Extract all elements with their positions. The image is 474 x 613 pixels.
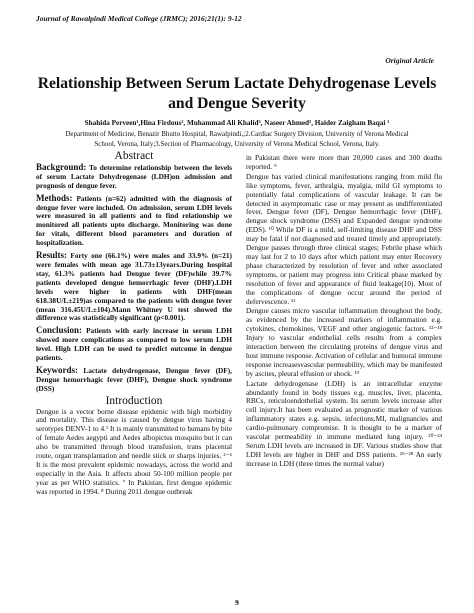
abstract-results [36, 251, 232, 323]
body-paragraph: Dengue causes micro vascular inflammation throughout the body, as evidenced by the increased markers of inflammation e.g. cytokines, chemokines, VEGF and other angiogenic factors. ¹²⁻¹⁸ Injury to vascular endothelial cells results from a complex interaction between the circulating proteins of dengue virus and host immune response. Activation of cellular and humoral immune response increasesvascular permeability, which may be manifested by ascites, pleural effusion or shock. ¹⁹ [246, 306, 442, 378]
article-type: Original Article [385, 56, 434, 65]
introduction-heading: Introduction [105, 394, 163, 407]
abstract-methods [36, 194, 232, 248]
abstract-heading: Abstract [114, 150, 154, 162]
abstract-background [36, 163, 232, 191]
body-paragraph: Lactate dehydrogenase (LDH) is an intracellular enzyme abundantly found in body tissues e.g. muscles, liver, placenta, RBCs, reticuloendothelial system. Its serum levels increase after cell injury.It has been evaluated as prognostic marker of various inflammatory states e.g. sepsis, infections,MI, malignancies and cardio-pulmonary compromise. It is thought to be a marker of vascular permeability in immune mediated lung injury. ²⁰⁻²⁴ Serum LDH levels are increased in DF. Various studies show that LDH levels are higher in DHF and DSS patients. ²⁵⁻²⁸ An early increase in LDH (three times the normal value) [246, 378, 442, 468]
abstract-keywords [36, 366, 232, 394]
right-column [246, 154, 442, 470]
section-label: Methods: [36, 192, 73, 203]
section-text: Forty one (66.1%) were males and 33.9% (n=21) were females with mean age 31.73±13years.During hospital stay, 61.3% patients had Dengue fever (DF)while 39.7% patients developed dengue hemorrhagic fever (DHF).LDH levels were higher in patients with DHF(mean 618.38U/L±219)as compared to the patients with dengue fever (mean 316.45U/L±104).Mann Whitney U test showed the difference was statistically significant (p<0.001). [36, 251, 232, 323]
section-text: Patients with early increase in serum LDH showed more complications as compared to low serum LDH level. High LDH can be used to predict outcome in dengue patients. [36, 326, 232, 363]
body-paragraph: Dengue has varied clinical manifestations ranging from mild flu like symptoms, fever, arthralgia, myalgia, mild GI symptoms to potentially fatal complications of vascular leakage. It can be detected in asymptomatic case or may present as undifferentiated fever, Dengue fever (DF), Dengue hemorrhagic fever (DHF), dengue shock syndrome (DSS) and Expanded dengue syndrome (EDS). ¹⁰ While DF is a mild, self-limiting disease DHF and DSS may be fatal if not diagnosed and treated timely and appropriately. Dengue passes through three clinical stages; Febrile phase which may last for 2 to 10 days after which patient may enter Recovery phase characterized by resolution of fever and other associated symptoms, or patient may progress into Critical phase marked by resolution of fever and appearance of fluid leakage(10). Most of the complications of dengue occur around the period of defervescence. ¹¹ [246, 171, 442, 306]
affiliations [36, 130, 438, 149]
affiliation-line: Department of Medicine, Benazir Bhutto Hospital, Rawalpindi,;2.Cardiac Surgery Division, University of Verona Medical [65, 130, 409, 138]
section-label: Keywords: [36, 364, 78, 375]
section-text: Lactate dehydrogenase, Dengue fever (DF), Dengue hemorrhagic fever (DHF), Dengue shock syndrome (DSS) [36, 365, 232, 393]
section-text: Patients (n=62) admitted with the diagnosis of dengue fever were included. On admission, serum LDH levels were measured in all patients and to find relationship we monitored all patients upto discharge. Monitoring was done for vitals, different blood parameters and duration of hospitalization. [36, 193, 232, 248]
introduction-paragraph: Dengue is a vector borne disease epidemic with high morbidity and mortality. This disease is caused by dengue virus having 4 serotypes DENV-1 to 4.¹ It is mainly transmitted to humans by bite of female Aedes aegypti and Aedes albopictus mosquito but it can also be transmitted through blood transfusion, trans placental route, organ transplantation and needle stick or sharps injuries. ²⁻⁶ It is the most prevalent epidemic nowadays, across the world and especially in the Asia. It affects about 50-100 million people per year as per WHO statistics. ⁷ In Pakistan, first dengue epidemic was reported in 1994. ⁸ During 2011 dengue outbreak [36, 406, 232, 496]
author-list: Shahida Perveen¹,Hina Firdous², Muhammad Ali Khalid³, Naseer Ahmed³, Haider Zaigham Baqai ¹ [84, 119, 390, 127]
abstract-conclusion [36, 326, 232, 363]
section-label: Background: [36, 161, 87, 172]
body-paragraph: in Pakistan there were more than 20,000 cases and 300 deaths reported. ⁹ [246, 153, 442, 171]
section-text: To determine relationship between the levels of serum Lactate Dehydrogenase (LDH)on admission and prognosis of dengue fever. [36, 162, 232, 190]
section-label: Results: [36, 250, 67, 261]
page-number: 9 [235, 598, 239, 607]
journal-header: Journal of Rawalpindi Medical College (JRMC); 2016;21(1): 9-12 [36, 14, 242, 23]
section-label: Conclusion: [36, 325, 83, 336]
paper-title: Relationship Between Serum Lactate Dehydrogenase Levels and Dengue Severity [37, 75, 437, 112]
left-column [36, 152, 232, 498]
affiliation-line: School, Verona, Italy;3.Section of Pharmacology, University of Verona Medical School, Verona, Italy. [94, 139, 380, 148]
